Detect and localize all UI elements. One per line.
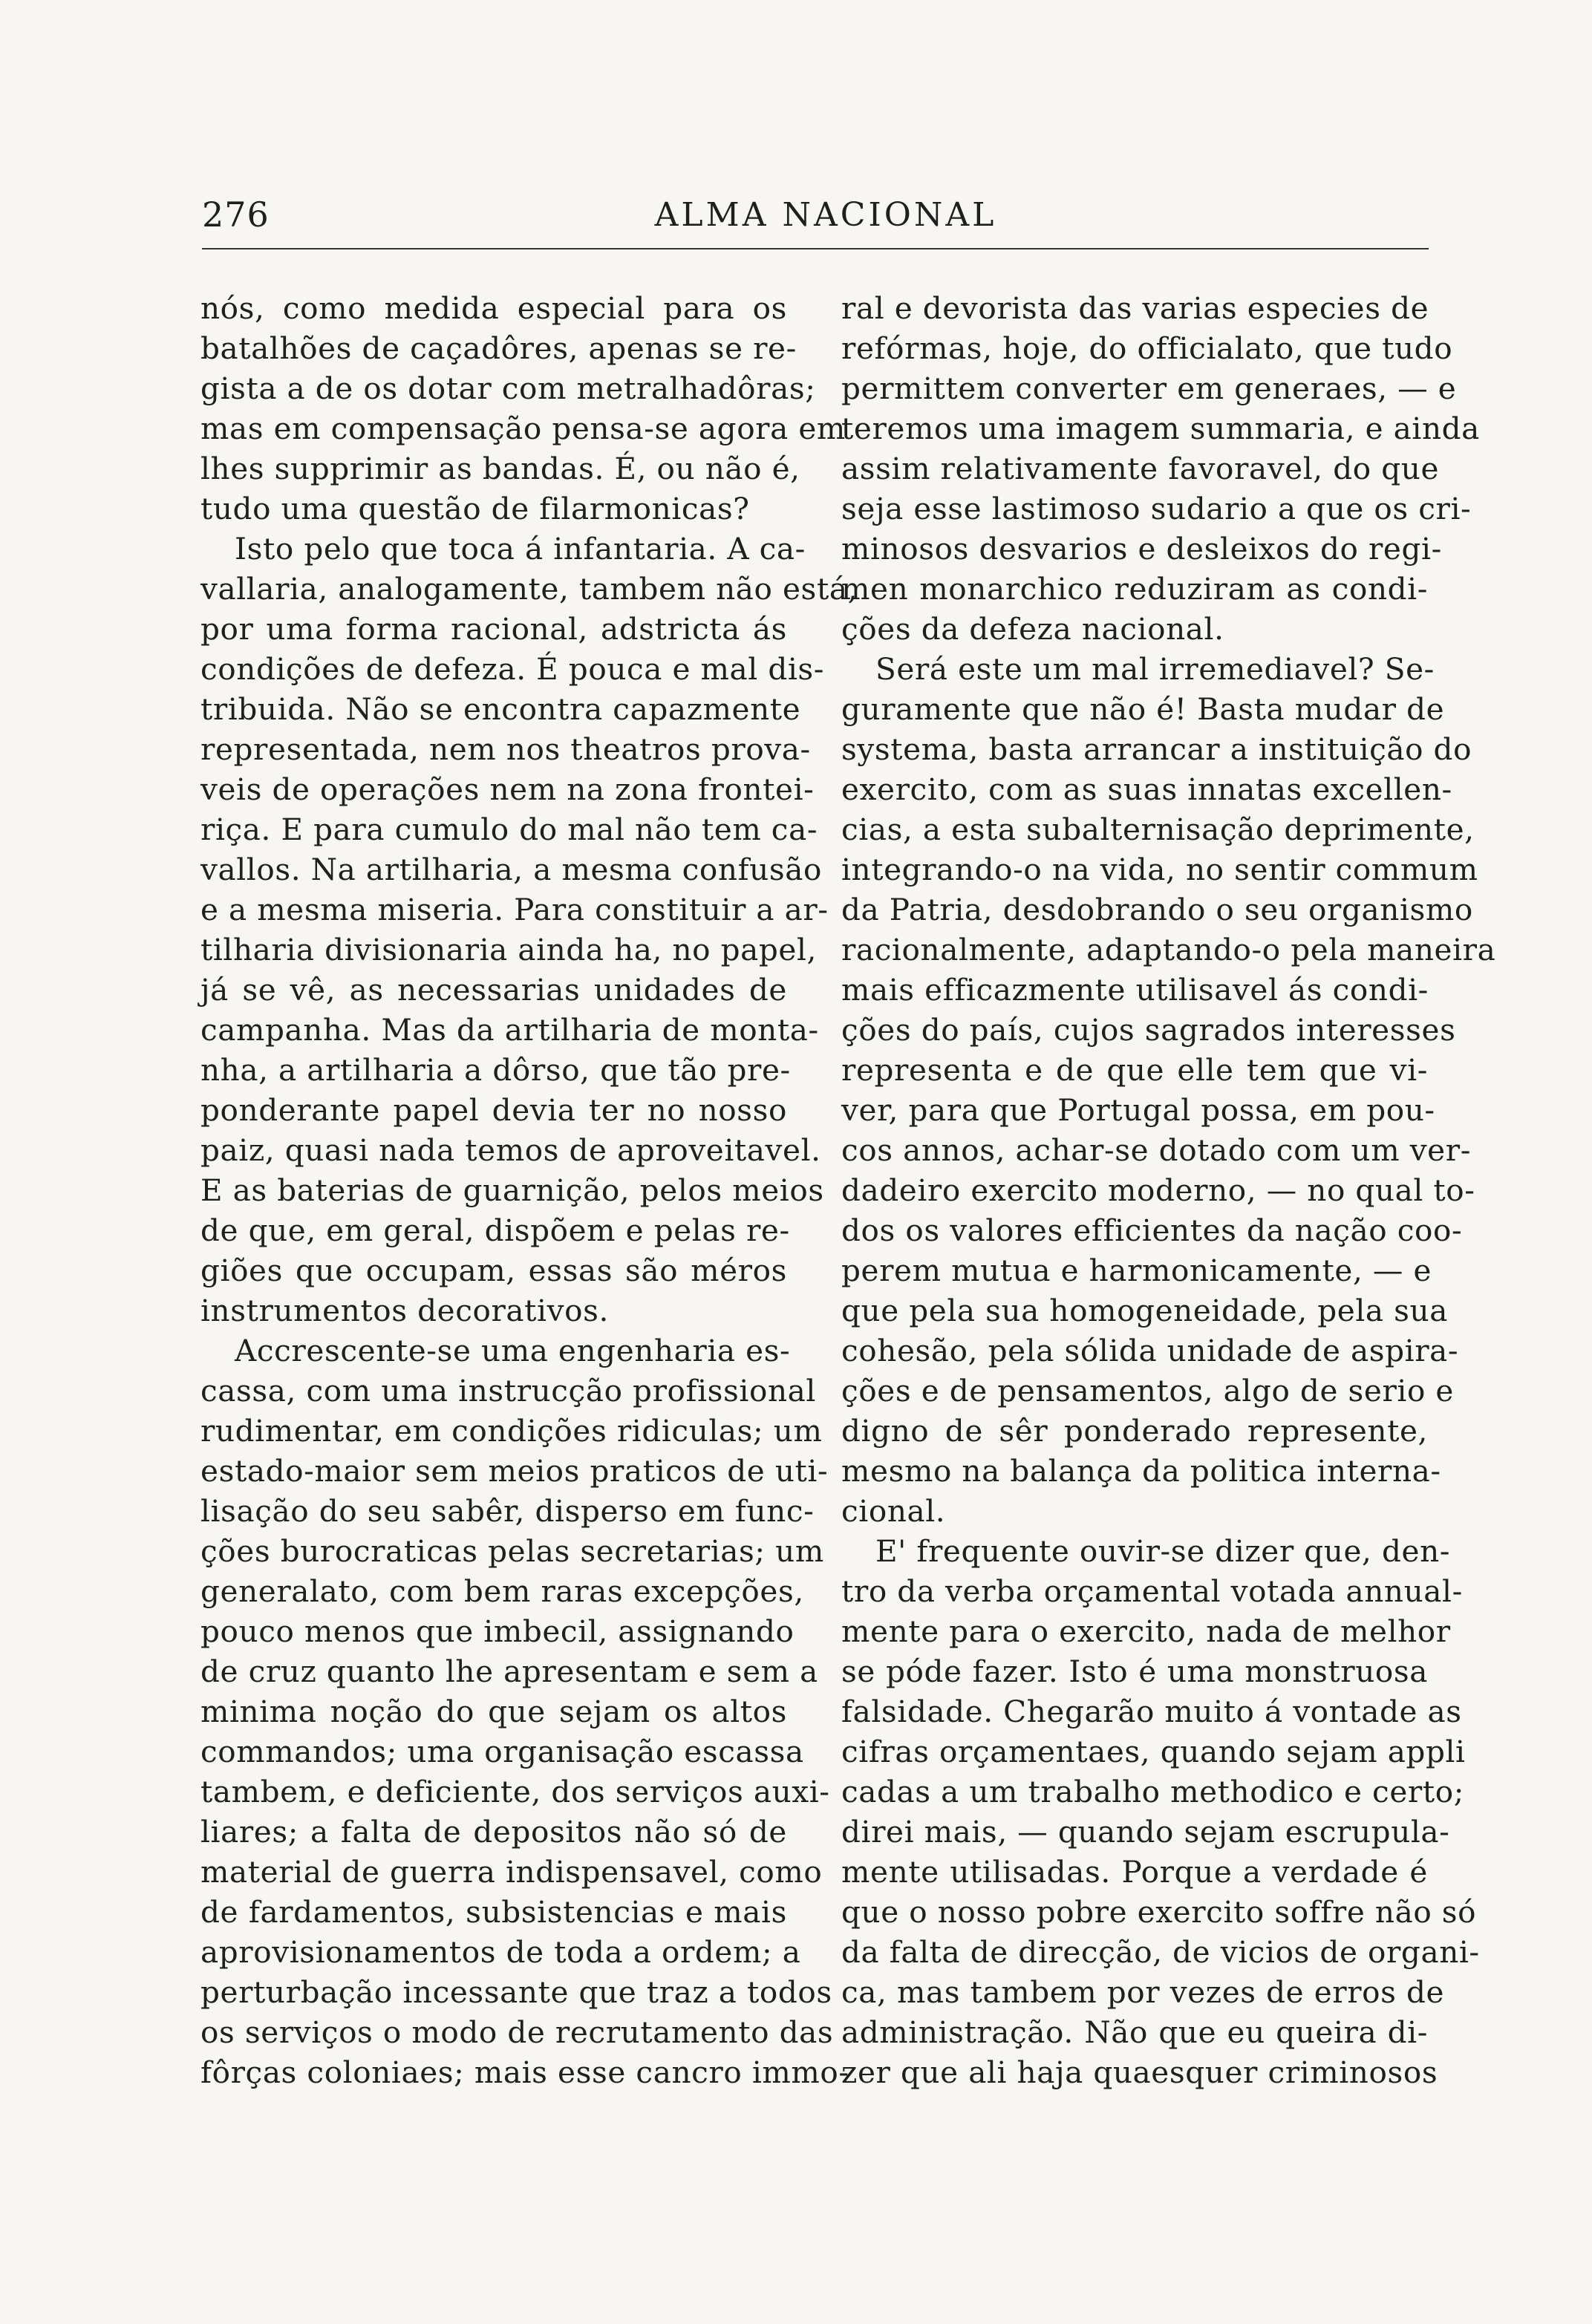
text-line: paiz, quasi nada temos de aproveitavel. [200,1132,821,1168]
text-line: cadas a um trabalho methodico e certo; [841,1774,1464,1809]
text-line: tudo uma questão de filarmonicas? [200,491,750,526]
page-number: 276 [202,195,270,235]
text-line: nós, como medida especial para os [200,290,787,326]
left-column [200,288,858,2092]
text-line: por uma forma racional, adstricta ás [200,611,787,647]
text-line: liares; a falta de depositos não só de [200,1814,787,1850]
text-line: vallos. Na artilharia, a mesma confusão [200,852,822,887]
text-line: dadeiro exercito moderno, — no qual to- [841,1172,1475,1208]
text-line: refórmas, hoje, do officialato, que tudo [841,330,1453,366]
text-line: permittem converter em generaes, — e [841,371,1457,406]
text-line: mesmo na balança da politica interna- [841,1453,1441,1489]
text-line: se póde fazer. Isto é uma monstruosa [841,1654,1428,1689]
text-line: instrumentos decorativos. [200,1293,609,1328]
text-line: teremos uma imagem summaria, e ainda [841,411,1480,446]
text-line: zer que ali haja quaesquer criminosos [841,2054,1438,2090]
text-line: minima noção do que sejam os altos [200,1694,787,1729]
text-line: generalato, com bem raras excepções, [200,1573,804,1609]
paragraph [200,1331,849,2092]
text-line: mas em compensação pensa-se agora em [200,411,846,446]
text-line: que o nosso pobre exercito soffre não só [841,1894,1477,1930]
text-line: racionalmente, adaptando-o pela maneira [841,932,1496,967]
text-line: seja esse lastimoso sudario a que os cri- [841,491,1472,526]
text-line: vallaria, analogamente, tambem não está, [200,571,858,607]
text-line: cos annos, achar-se dotado com um ver- [841,1132,1471,1168]
text-line: ções e de pensamentos, algo de serio e [841,1373,1454,1409]
text-line: ções da defeza nacional. [841,611,1224,647]
text-line: ponderante papel devia ter no nosso [200,1092,787,1128]
text-line: cias, a esta subalternisação deprimente, [841,812,1475,847]
header-rule [202,248,1429,249]
right-column [841,288,1496,2092]
paragraph [841,288,1480,649]
text-line: E' frequente ouvir-se dizer que, den- [875,1533,1451,1569]
text-line: rudimentar, em condições ridiculas; um [200,1413,823,1449]
text-line: ral e devorista das varias especies de [841,290,1429,326]
text-line: minosos desvarios e desleixos do regi- [841,531,1442,567]
paragraph [200,288,846,529]
text-line: Accrescente-se uma engenharia es- [235,1333,791,1368]
text-line: guramente que não é! Basta mudar de [841,691,1445,727]
text-line: e a mesma miseria. Para constituir a ar- [200,892,829,927]
text-line: E as baterias de guarnição, pelos meios [200,1172,824,1208]
text-line: material de guerra indispensavel, como [200,1854,823,1890]
text-line: Isto pelo que toca á infantaria. A ca- [235,531,806,567]
text-line: ções do país, cujos sagrados interesses [841,1012,1456,1048]
text-line: aprovisionamentos de toda a ordem; a [200,1934,801,1970]
text-line: commandos; uma organisação escassa [200,1734,804,1769]
text-line: mais efficazmente utilisavel ás condi- [841,972,1429,1008]
text-line: cohesão, pela sólida unidade de aspira- [841,1333,1459,1368]
text-line: tribuida. Não se encontra capazmente [200,691,801,727]
text-line: da Patria, desdobrando o seu organismo [841,892,1473,927]
text-line: integrando-o na vida, no sentir commum [841,852,1478,887]
text-line: gista a de os dotar com metralhadôras; [200,371,816,406]
text-line: direi mais, — quando sejam escrupula- [841,1814,1450,1850]
paragraph [841,1531,1480,2092]
text-line: ções burocraticas pelas secretarias; um [200,1533,824,1569]
text-line: nha, a artilharia a dôrso, que tão pre- [200,1052,791,1088]
text-line: perturbação incessante que traz a todos [200,1974,832,2010]
text-line: Será este um mal irremediavel? Se- [875,651,1435,687]
text-line: lisação do seu sabêr, disperso em func- [200,1493,815,1529]
text-line: perem mutua e harmonicamente, — e [841,1253,1432,1288]
text-line: riça. E para cumulo do mal não tem ca- [200,812,818,847]
text-line: batalhões de caçadôres, apenas se re- [200,330,797,366]
text-line: tro da verba orçamental votada annual- [841,1573,1463,1609]
text-line: que pela sua homogeneidade, pela sua [841,1293,1448,1328]
text-line: cassa, com uma instrucção profissional [200,1373,816,1409]
text-line: da falta de direcção, de vicios de organi- [841,1934,1480,1970]
text-line: dos os valores efficientes da nação coo- [841,1212,1463,1248]
text-line: mente para o exercito, nada de melhor [841,1613,1451,1649]
text-line: estado-maior sem meios praticos de uti- [200,1453,829,1489]
text-line: fôrças coloniaes; mais esse cancro immo- [200,2054,849,2090]
text-line: ver, para que Portugal possa, em pou- [841,1092,1435,1128]
text-line: exercito, com as suas innatas excellen- [841,771,1452,807]
text-line: assim relativamente favoravel, do que [841,451,1440,486]
text-line: ca, mas tambem por vezes de erros de [841,1974,1445,2010]
text-line: mente utilisadas. Porque a verdade é [841,1854,1428,1890]
text-line: representa e de que elle tem que vi- [841,1052,1428,1088]
text-line: representada, nem nos theatros prova- [200,731,811,767]
text-line: tambem, e deficiente, dos serviços auxi- [200,1774,830,1809]
text-line: cional. [841,1493,946,1529]
text-line: falsidade. Chegarão muito á vontade as [841,1694,1462,1729]
text-line: digno de sêr ponderado represente, [841,1413,1428,1449]
text-line: os serviços o modo de recrutamento das [200,2014,834,2050]
text-line: tilharia divisionaria ainda ha, no papel, [200,932,817,967]
text-line: já se vê, as necessarias unidades de [200,972,787,1008]
text-line: pouco menos que imbecil, assignando [200,1613,795,1649]
paragraph [200,529,858,1331]
text-line: cifras orçamentaes, quando sejam appli [841,1734,1466,1769]
text-line: de que, em geral, dispõem e pelas re- [200,1212,790,1248]
text-line: de cruz quanto lhe apresentam e sem a [200,1654,818,1689]
text-line: veis de operações nem na zona frontei- [200,771,815,807]
text-line: giões que occupam, essas são méros [200,1253,787,1288]
text-line: lhes supprimir as bandas. É, ou não é, [200,451,800,486]
text-line: systema, basta arrancar a instituição do [841,731,1472,767]
text-line: administração. Não que eu queira di- [841,2014,1428,2050]
paragraph [841,649,1496,1531]
text-line: de fardamentos, subsistencias e mais [200,1894,787,1930]
text-line: condições de defeza. É pouca e mal dis- [200,651,825,687]
running-head: ALMA NACIONAL [654,196,997,234]
text-line: men monarchico reduziram as condi- [841,571,1428,607]
text-line: campanha. Mas da artilharia de monta- [200,1012,819,1048]
